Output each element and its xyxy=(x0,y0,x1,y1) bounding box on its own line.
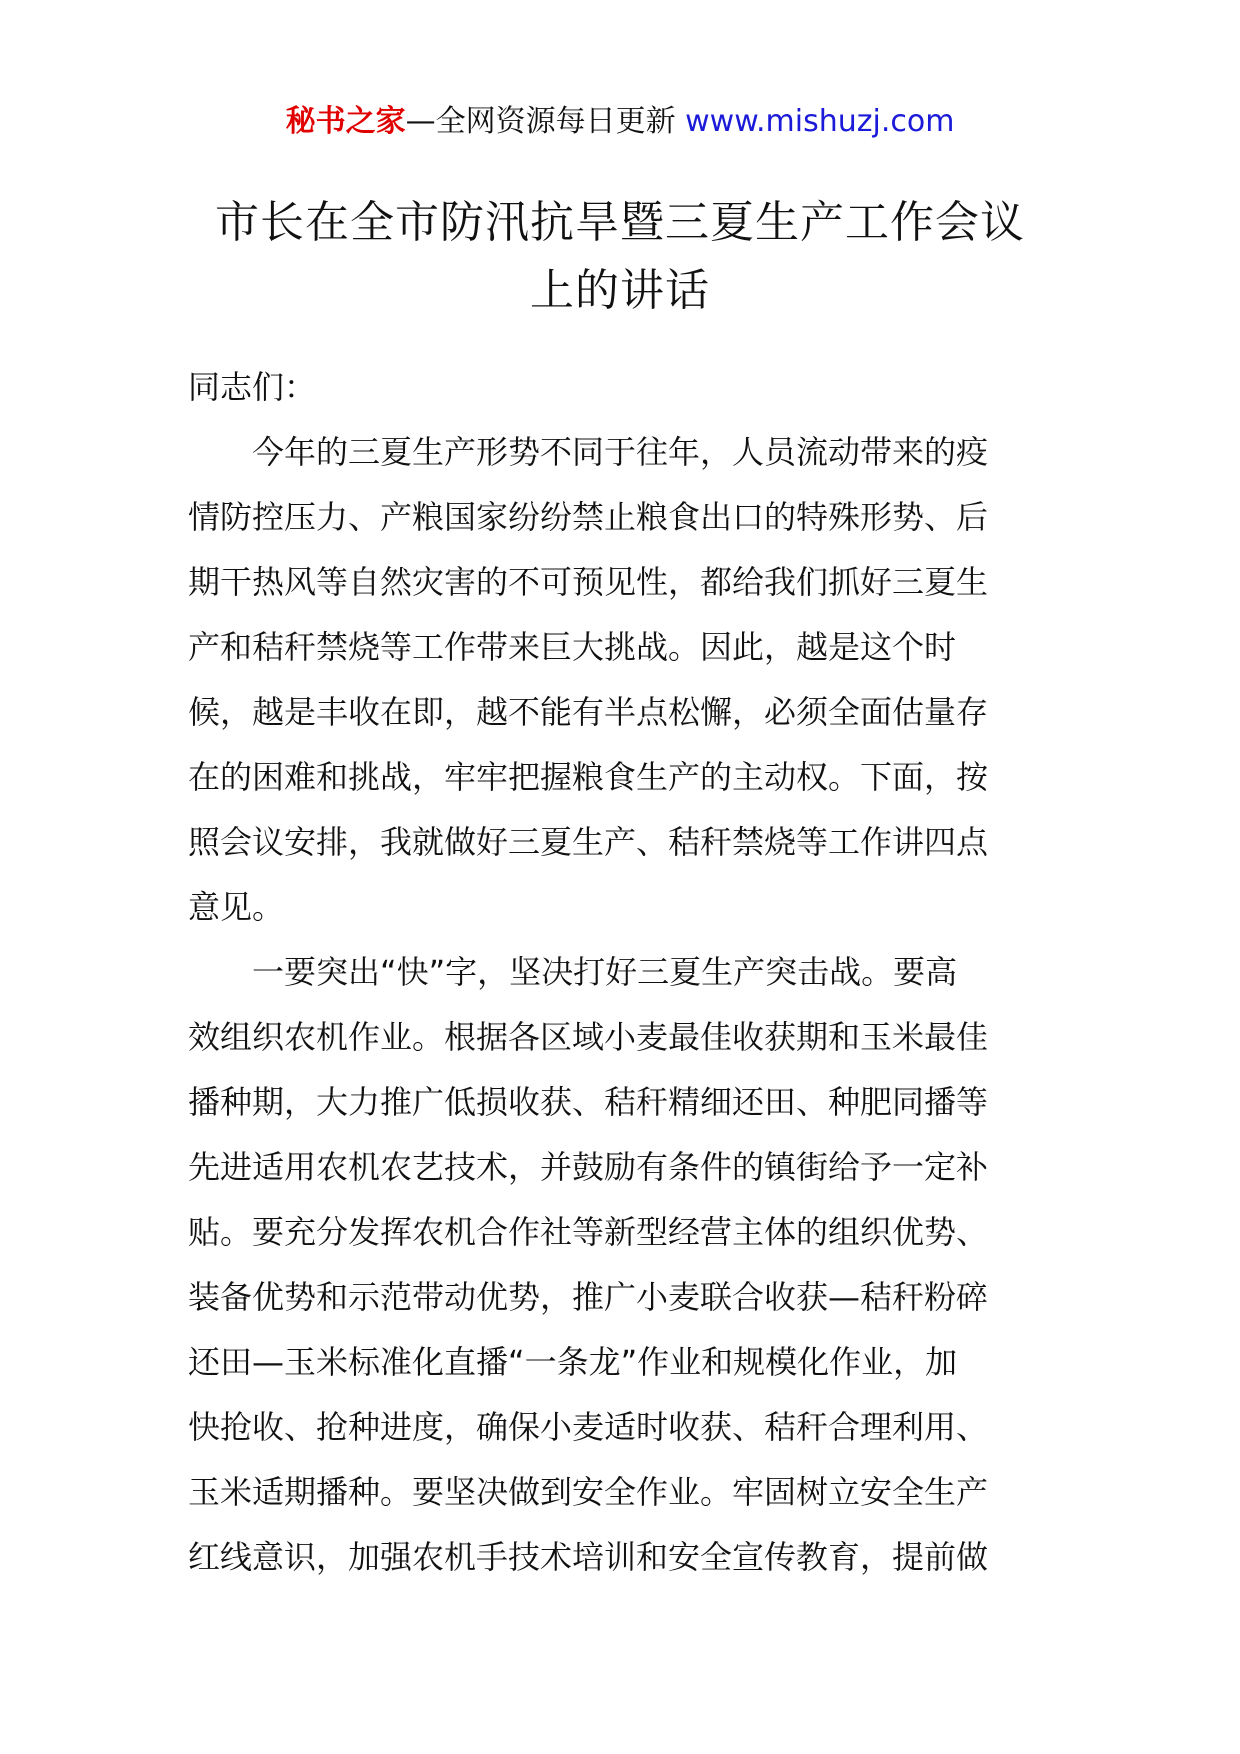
text-line: 意见。 xyxy=(188,888,285,926)
text-line: 期干热风等自然灾害的不可预见性，都给我们抓好三夏生 xyxy=(188,563,989,601)
text-line: 先进适用农机农艺技术，并鼓励有条件的镇街给予一定补 xyxy=(188,1148,989,1186)
text-line: 一要突出“快”字，坚决打好三夏生产突击战。要高 xyxy=(252,953,958,991)
text-line: 今年的三夏生产形势不同于往年，人员流动带来的疫 xyxy=(252,433,989,471)
text-line: 产和秸秆禁烧等工作带来巨大挑战。因此，越是这个时 xyxy=(188,628,957,666)
salutation: 同志们： xyxy=(188,368,317,406)
site-header xyxy=(0,100,1240,144)
paragraph-intro xyxy=(188,420,1056,940)
title-line-1: 市长在全市防汛抗旱暨三夏生产工作会议 xyxy=(215,197,1025,249)
document-title xyxy=(130,189,1110,325)
text-line: 照会议安排，我就做好三夏生产、秸秆禁烧等工作讲四点 xyxy=(188,823,989,861)
text-line: 效组织农机作业。根据各区域小麦最佳收获期和玉米最佳 xyxy=(188,1018,989,1056)
text-line: 情防控压力、产粮国家纷纷禁止粮食出口的特殊形势、后 xyxy=(188,498,989,536)
paragraph-point-one xyxy=(188,940,1056,1590)
text-line: 候，越是丰收在即，越不能有半点松懈，必须全面估量存 xyxy=(188,693,989,731)
title-line-2: 上的讲话 xyxy=(530,265,710,317)
text-line: 快抢收、抢种进度，确保小麦适时收获、秸秆合理利用、 xyxy=(188,1408,989,1446)
text-line: 贴。要充分发挥农机合作社等新型经营主体的组织优势、 xyxy=(188,1213,989,1251)
speech-body xyxy=(188,355,1056,1590)
brand-name: 秘书之家 xyxy=(285,104,406,139)
site-url-link[interactable]: www.mishuzj.com xyxy=(685,104,955,139)
text-line: 在的困难和挑战，牢牢把握粮食生产的主动权。下面，按 xyxy=(188,758,989,796)
text-line: 还田—玉米标准化直播“一条龙”作业和规模化作业，加 xyxy=(188,1343,958,1381)
text-line: 玉米适期播种。要坚决做到安全作业。牢固树立安全生产 xyxy=(188,1473,989,1511)
text-line: 装备优势和示范带动优势，推广小麦联合收获—秸秆粉碎 xyxy=(188,1278,989,1316)
text-line: 播种期，大力推广低损收获、秸秆精细还田、种肥同播等 xyxy=(188,1083,989,1121)
header-tagline: —全网资源每日更新 xyxy=(405,104,676,139)
text-line: 红线意识，加强农机手技术培训和安全宣传教育，提前做 xyxy=(188,1538,989,1576)
